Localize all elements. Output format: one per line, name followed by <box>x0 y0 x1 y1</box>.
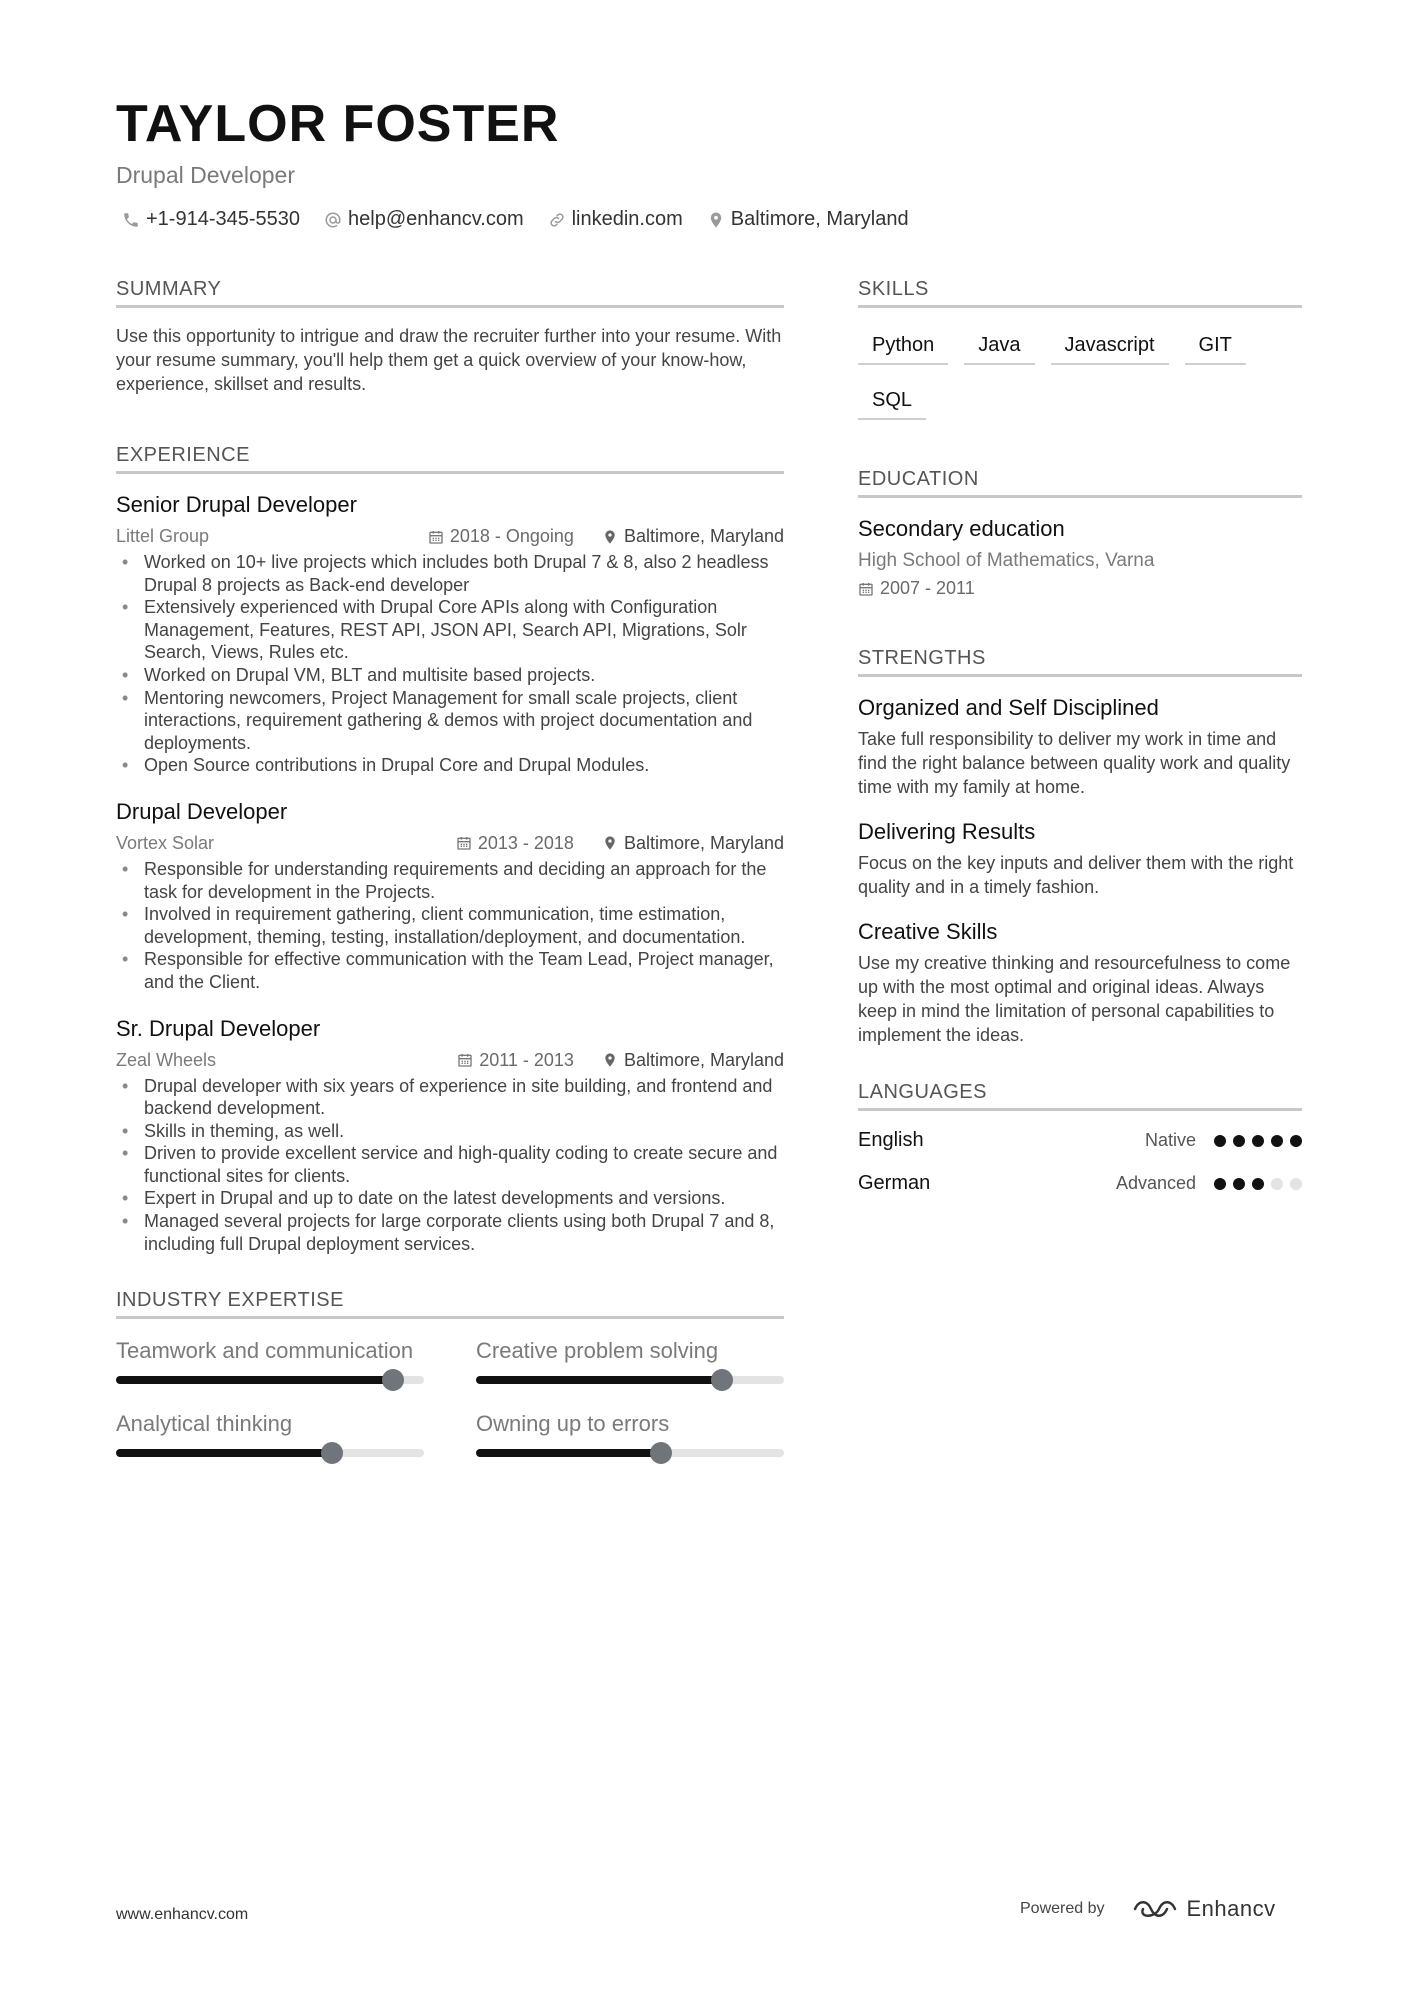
footer-website[interactable]: www.enhancv.com <box>116 1906 249 1923</box>
language-dot <box>1271 1178 1283 1190</box>
job-bullets <box>116 1075 784 1256</box>
job-dates <box>457 1050 574 1071</box>
job-dates <box>456 833 574 854</box>
job-meta <box>116 526 784 547</box>
contact-link[interactable] <box>548 208 683 231</box>
job-location <box>602 1050 784 1071</box>
enhancv-logo-icon <box>1131 1896 1179 1922</box>
job-location-text: Baltimore, Maryland <box>623 526 784 546</box>
location-pin-icon <box>602 529 618 545</box>
strength-title: Delivering Results <box>858 819 1036 844</box>
job-location <box>602 833 784 854</box>
job-bullet: • Open Source contributions in Drupal Core and Drupal Modules. <box>144 754 784 777</box>
language-dots <box>1214 1178 1302 1190</box>
skill-tag: SQL <box>858 381 926 420</box>
skill-tags <box>858 326 1302 420</box>
education-dates-text: 2007 - 2011 <box>880 578 975 598</box>
expertise-item <box>116 1410 424 1457</box>
left-column <box>116 278 784 1457</box>
education-dates <box>858 578 1302 599</box>
link-text: linkedin.com <box>571 208 683 230</box>
phone-icon <box>122 211 140 229</box>
strength-title: Organized and Self Disciplined <box>858 695 1159 720</box>
contact-email[interactable] <box>324 208 524 231</box>
contact-location <box>707 208 909 231</box>
strengths-heading: STRENGTHS <box>858 647 1302 677</box>
strength-title: Creative Skills <box>858 919 998 944</box>
strengths-section <box>858 647 1302 1047</box>
strength-text: Take full responsibility to deliver my work in time and find the right balance between quality work and quality time with my family at home. <box>858 729 1291 797</box>
expertise-item <box>476 1410 784 1457</box>
calendar-icon <box>858 581 874 597</box>
language-row <box>858 1129 1302 1152</box>
language-level: Native <box>1144 1130 1196 1150</box>
strength-item <box>858 819 1302 899</box>
job-entry <box>116 799 784 994</box>
phone-text: +1-914-345-5530 <box>146 208 301 230</box>
language-dot <box>1252 1135 1264 1147</box>
powered-by-text: Powered by <box>1020 1900 1105 1917</box>
expertise-label: Teamwork and communication <box>116 1338 414 1364</box>
expertise-bar <box>476 1449 784 1457</box>
calendar-icon <box>456 835 472 851</box>
job-bullets <box>116 551 784 777</box>
skill-tag: Java <box>964 326 1034 365</box>
language-dot <box>1233 1135 1245 1147</box>
language-dots <box>1214 1135 1302 1147</box>
expertise-bar <box>116 1376 424 1384</box>
job-bullet: • Expert in Drupal and up to date on the latest developments and versions. <box>144 1187 784 1210</box>
language-name: German <box>858 1172 931 1194</box>
expertise-label: Creative problem solving <box>476 1338 719 1364</box>
language-dot <box>1290 1178 1302 1190</box>
job-bullet: • Worked on 10+ live projects which includes both Drupal 7 & 8, also 2 headless Drupal 8 projects as Back-end developer <box>144 551 784 596</box>
language-level: Advanced <box>1115 1173 1196 1193</box>
expertise-bar-knob <box>321 1442 343 1464</box>
summary-section <box>116 278 784 396</box>
job-list <box>116 492 784 1255</box>
language-dot <box>1252 1178 1264 1190</box>
language-dot <box>1214 1135 1226 1147</box>
strength-text: Focus on the key inputs and deliver them with the right quality and in a timely fashion. <box>858 853 1294 897</box>
expertise-bar-fill <box>476 1376 722 1384</box>
skill-tag: GIT <box>1185 326 1246 365</box>
right-column <box>858 278 1302 1215</box>
expertise-item <box>476 1337 784 1384</box>
job-company: Zeal Wheels <box>116 1049 217 1070</box>
language-dot <box>1271 1135 1283 1147</box>
expertise-bar-fill <box>476 1449 661 1457</box>
experience-section <box>116 444 784 1255</box>
language-list <box>858 1129 1302 1195</box>
education-degree: Secondary education <box>858 516 1065 541</box>
job-bullet: • Worked on Drupal VM, BLT and multisite based projects. <box>144 664 784 687</box>
language-row <box>858 1172 1302 1195</box>
job-location-text: Baltimore, Maryland <box>623 832 784 853</box>
job-dates <box>428 526 574 547</box>
job-bullet: • Extensively experienced with Drupal Core APIs along with Configuration Management, Features, REST API, JSON API, Search API, Migrations, Solr Search, Views, Rules etc. <box>144 596 784 664</box>
expertise-bar-knob <box>711 1369 733 1391</box>
job-role: Drupal Developer <box>116 798 288 824</box>
job-bullet: • Responsible for effective communication with the Team Lead, Project manager, and the Client. <box>144 948 784 993</box>
job-location <box>602 526 784 547</box>
job-role: Senior Drupal Developer <box>116 492 357 517</box>
strength-item <box>858 919 1302 1047</box>
skill-tag: Python <box>858 326 948 365</box>
language-dot <box>1233 1178 1245 1190</box>
brand-name: Enhancv <box>1186 1896 1276 1921</box>
job-dates-text: 2013 - 2018 <box>477 832 574 853</box>
candidate-name: TAYLOR FOSTER <box>116 95 560 153</box>
expertise-bar-fill <box>116 1449 332 1457</box>
location-pin-icon <box>707 211 725 229</box>
job-meta <box>116 1050 784 1071</box>
calendar-icon <box>428 529 444 545</box>
skills-heading: SKILLS <box>858 278 1302 308</box>
job-dates-text: 2018 - Ongoing <box>449 526 574 546</box>
job-bullet: • Mentoring newcomers, Project Management for small scale projects, client interactions, requirement gathering & demos with project documentation and deployments. <box>144 687 784 755</box>
languages-heading: LANGUAGES <box>858 1081 1302 1111</box>
expertise-grid <box>116 1337 784 1457</box>
expertise-label: Owning up to errors <box>476 1411 670 1437</box>
skills-section <box>858 278 1302 420</box>
expertise-bar-fill <box>116 1376 393 1384</box>
strength-list <box>858 695 1302 1047</box>
expertise-bar-knob <box>650 1442 672 1464</box>
job-entry <box>116 492 784 777</box>
education-school: High School of Mathematics, Varna <box>858 550 1155 571</box>
job-role: Sr. Drupal Developer <box>116 1015 321 1041</box>
strength-item <box>858 695 1302 799</box>
job-bullets <box>116 858 784 994</box>
contact-phone[interactable] <box>122 208 300 231</box>
language-name: English <box>858 1129 924 1151</box>
job-bullet: • Driven to provide excellent service and high-quality coding to create secure and functional sites for clients. <box>144 1142 784 1187</box>
expertise-label: Analytical thinking <box>116 1411 293 1437</box>
brand-logo[interactable] <box>1131 1896 1276 1922</box>
job-company: Vortex Solar <box>116 832 215 853</box>
education-heading: EDUCATION <box>858 468 1302 498</box>
link-icon <box>548 211 566 229</box>
expertise-item <box>116 1337 424 1384</box>
at-icon <box>324 211 342 229</box>
job-bullet: • Involved in requirement gathering, client communication, time estimation, development, theming, testing, installation/deployment, and documentation. <box>144 903 784 948</box>
job-company: Littel Group <box>116 526 210 546</box>
location-pin-icon <box>602 835 618 851</box>
job-bullet: • Managed several projects for large corporate clients using both Drupal 7 and 8, including full Drupal deployment services. <box>144 1210 784 1255</box>
strength-text: Use my creative thinking and resourcefulness to come up with the most optimal and original ideas. Always keep in mind the limitation of personal capabilities to implement the ideas. <box>858 953 1291 1045</box>
location-text: Baltimore, Maryland <box>730 208 909 230</box>
summary-heading: SUMMARY <box>116 278 784 308</box>
location-pin-icon <box>602 1052 618 1068</box>
language-dot <box>1290 1135 1302 1147</box>
calendar-icon <box>457 1052 473 1068</box>
contact-bar <box>122 208 909 231</box>
education-section <box>858 468 1302 599</box>
experience-heading: EXPERIENCE <box>116 444 784 474</box>
job-bullet: • Responsible for understanding requirements and deciding an approach for the task for development in the Projects. <box>144 858 784 903</box>
footer-branding <box>1020 1896 1276 1922</box>
language-dot <box>1214 1178 1226 1190</box>
job-dates-text: 2011 - 2013 <box>479 1049 574 1070</box>
expertise-bar-knob <box>382 1369 404 1391</box>
job-bullet: • Drupal developer with six years of experience in site building, and frontend and backend development. <box>144 1075 784 1120</box>
candidate-title: Drupal Developer <box>116 162 295 188</box>
email-text: help@enhancv.com <box>348 208 524 230</box>
job-entry <box>116 1016 784 1256</box>
languages-section <box>858 1081 1302 1195</box>
expertise-bar <box>116 1449 424 1457</box>
job-bullet: • Skills in theming, as well. <box>144 1120 784 1143</box>
job-meta <box>116 833 784 854</box>
expertise-bar <box>476 1376 784 1384</box>
expertise-heading: INDUSTRY EXPERTISE <box>116 1289 784 1319</box>
summary-text: Use this opportunity to intrigue and draw the recruiter further into your resume. With your resume summary, you'll help them get a quick overview of your know-how, experience, skillset and results. <box>116 326 782 394</box>
job-location-text: Baltimore, Maryland <box>623 1049 784 1070</box>
expertise-section <box>116 1289 784 1457</box>
skill-tag: Javascript <box>1051 326 1169 365</box>
